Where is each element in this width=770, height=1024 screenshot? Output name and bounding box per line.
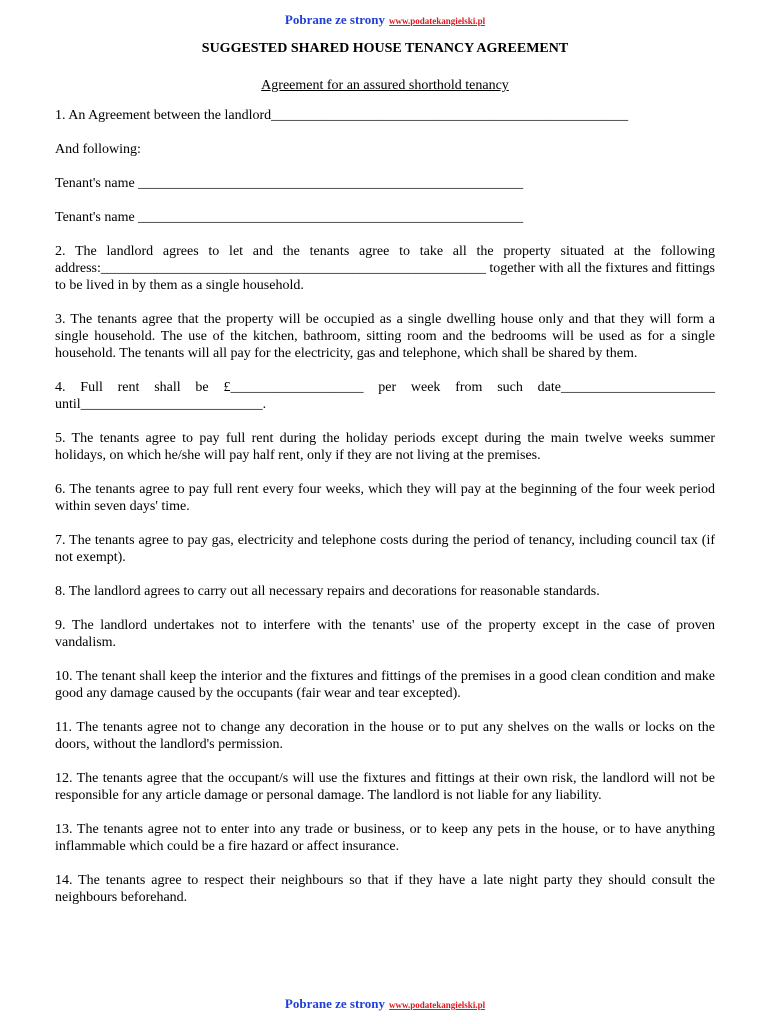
and-following-label: And following:	[55, 142, 141, 157]
clause-2: 2. The landlord agrees to let and the tenants agree to take all the property situated at the following address:_______________________________________________________ together with all the fixtures and fittings to be lived in by them as a single household.	[55, 244, 715, 293]
clause-8: 8. The landlord agrees to carry out all necessary repairs and decorations for reasonable standards.	[55, 584, 600, 599]
header-banner	[0, 12, 770, 29]
document-title: SUGGESTED SHARED HOUSE TENANCY AGREEMENT	[201, 41, 569, 56]
clause-10: 10. The tenant shall keep the interior and the fixtures and fittings of the premises in a good clean condition and make good any damage caused by the occupants (fair wear and tear excepted).	[55, 669, 715, 701]
clause-3: 3. The tenants agree that the property will be occupied as a single dwelling house only and that they will form a single household. The use of the kitchen, bathroom, sitting room and the bedrooms will be used as for a single household. The tenants will all pay for the electricity, gas and telephone, which shall be shared by them.	[55, 312, 715, 361]
footer-banner	[0, 996, 770, 1013]
clause-9: 9. The landlord undertakes not to interfere with the tenants' use of the property except in the case of proven vandalism.	[55, 618, 715, 650]
banner-label: Pobrane ze strony	[284, 996, 386, 1011]
clause-7: 7. The tenants agree to pay gas, electricity and telephone costs during the period of tenancy, including council tax (if not exempt).	[55, 533, 715, 565]
document-page	[55, 40, 715, 923]
clause-1: 1. An Agreement between the landlord___________________________________________________	[55, 108, 629, 123]
tenant-name-field-2: Tenant's name _______________________________________________________	[55, 210, 524, 225]
clause-13: 13. The tenants agree not to enter into any trade or business, or to keep any pets in the house, or to have anything inflammable which could be a fire hazard or affect insurance.	[55, 822, 715, 854]
clause-12: 12. The tenants agree that the occupant/s will use the fixtures and fittings at their own risk, the landlord will not be responsible for any article damage or personal damage. The landlord is not liable for any liability.	[55, 771, 715, 803]
document-subtitle: Agreement for an assured shorthold tenancy	[261, 78, 509, 93]
banner-url-link[interactable]: www.podatekangielski.pl	[389, 1000, 486, 1010]
clause-6: 6. The tenants agree to pay full rent every four weeks, which they will pay at the beginning of the four week period within seven days' time.	[55, 482, 715, 514]
clause-4: 4. Full rent shall be £___________________ per week from such date______________________ until__________________________.	[55, 380, 715, 412]
tenant-name-field-1: Tenant's name _______________________________________________________	[55, 176, 524, 191]
clause-14: 14. The tenants agree to respect their neighbours so that if they have a late night party they should consult the neighbours beforehand.	[55, 873, 715, 905]
clause-5: 5. The tenants agree to pay full rent during the holiday periods except during the main twelve weeks summer holidays, on which he/she will pay half rent, only if they are not living at the premises.	[55, 431, 715, 463]
clause-11: 11. The tenants agree not to change any decoration in the house or to put any shelves on the walls or locks on the doors, without the landlord's permission.	[55, 720, 715, 752]
banner-url-link[interactable]: www.podatekangielski.pl	[389, 16, 486, 26]
banner-label: Pobrane ze strony	[284, 12, 386, 27]
